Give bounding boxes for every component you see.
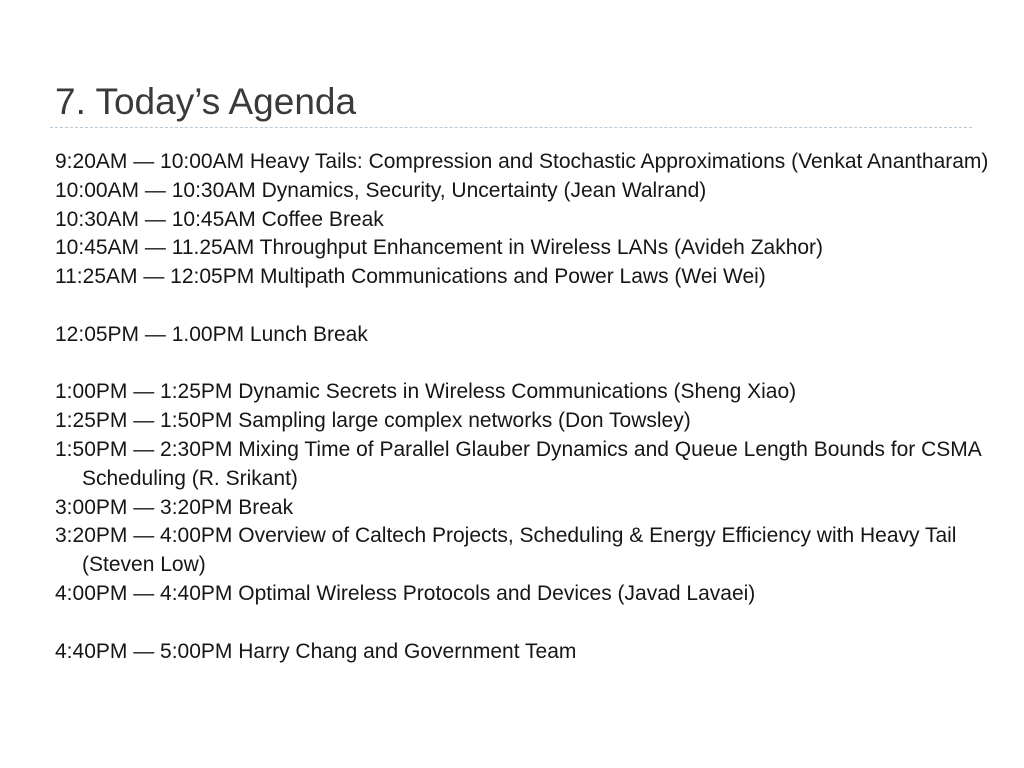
agenda-spacer <box>55 350 995 379</box>
agenda-spacer <box>55 292 995 321</box>
agenda-item: 1:25PM — 1:50PM Sampling large complex networks (Don Towsley) <box>55 409 691 433</box>
agenda-item: 1:00PM — 1:25PM Dynamic Secrets in Wireless Communications (Sheng Xiao) <box>55 380 797 404</box>
agenda-item: 4:00PM — 4:40PM Optimal Wireless Protocols and Devices (Javad Lavaei) <box>55 581 756 605</box>
agenda-item: 10:45AM — 11.25AM Throughput Enhancement in Wireless LANs (Avideh Zakhor) <box>55 236 824 260</box>
agenda-item: 3:20PM — 4:00PM Overview of Caltech Projects, Scheduling & Energy Efficiency with Heavy Tail (Steven Low) <box>55 524 957 577</box>
agenda-item: 12:05PM — 1.00PM Lunch Break <box>55 322 368 346</box>
agenda-list <box>55 148 995 666</box>
agenda-item: 10:30AM — 10:45AM Coffee Break <box>55 207 384 231</box>
agenda-item: 11:25AM — 12:05PM Multipath Communications and Power Laws (Wei Wei) <box>55 265 766 289</box>
agenda-item: 1:50PM — 2:30PM Mixing Time of Parallel Glauber Dynamics and Queue Length Bounds for CSMA Scheduling (R. Srikant) <box>55 437 981 490</box>
agenda-item: 4:40PM — 5:00PM Harry Chang and Government Team <box>55 639 577 663</box>
agenda-item: 9:20AM — 10:00AM Heavy Tails: Compression and Stochastic Approximations (Venkat Anantharam) <box>55 150 989 173</box>
agenda-item: 3:00PM — 3:20PM Break <box>55 495 294 519</box>
slide-title: 7. Today’s Agenda <box>55 81 357 122</box>
agenda-spacer <box>55 609 995 638</box>
title-divider <box>50 127 972 128</box>
agenda-item: 10:00AM — 10:30AM Dynamics, Security, Uncertainty (Jean Walrand) <box>55 178 707 202</box>
